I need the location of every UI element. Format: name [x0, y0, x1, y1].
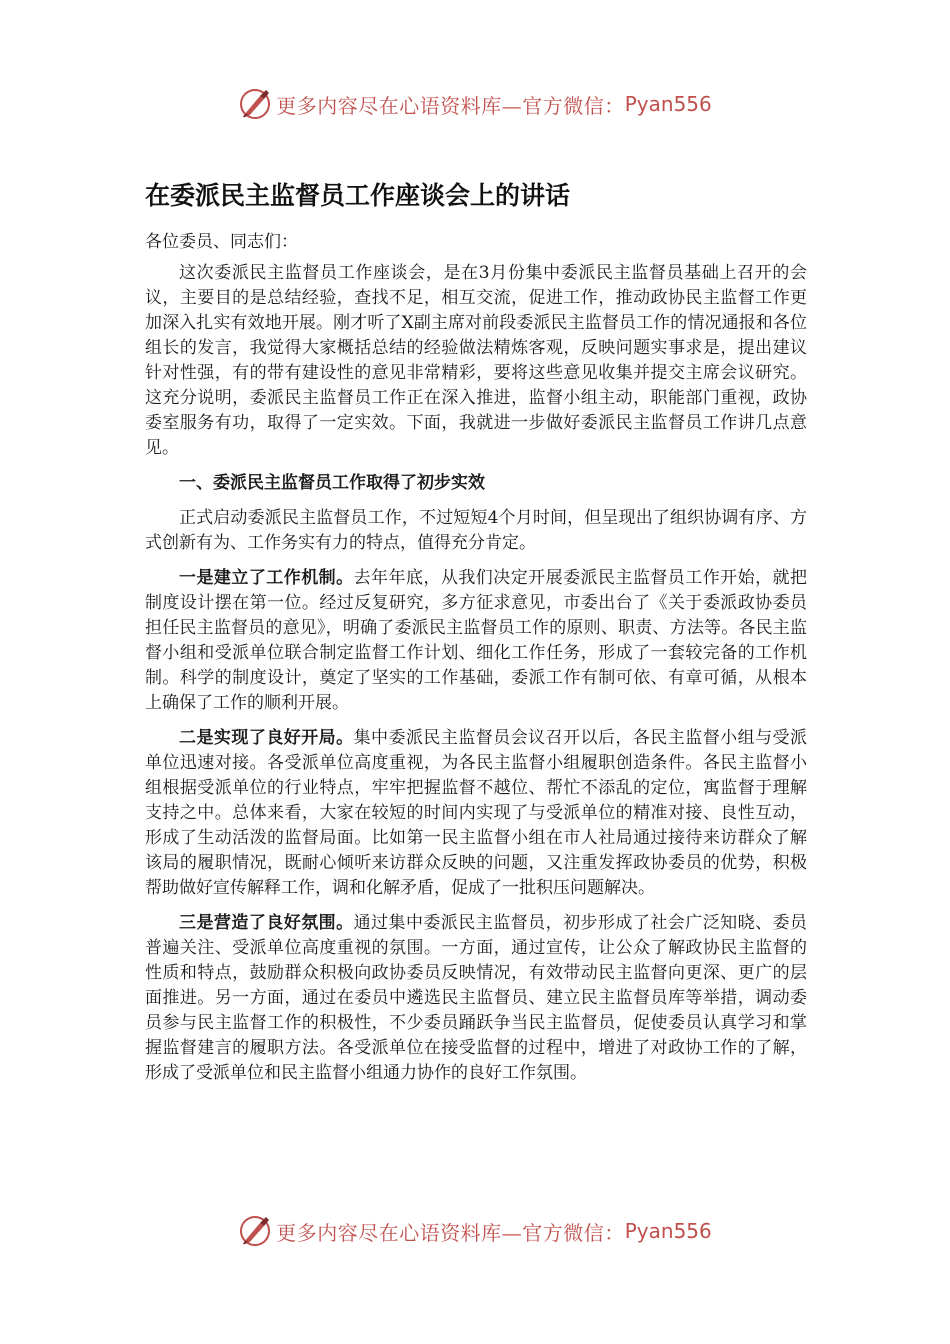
intro-paragraph: 这次委派民主监督员工作座谈会，是在3月份集中委派民主监督员基础上召开的会议，主要目的是总结经验，查找不足，相互交流，促进工作，推动政协民主监督工作更加深入扎实有效地开展。刚才听了X副主席对前段委派民主监督员工作的情况通报和各位组长的发言，我觉得大家概括总结的经验做法精炼客观，反映问题实事求是，提出建议针对性强，有的带有建设性的意见非常精彩，要将这些意见收集并提交主席会议研究。这充分说明，委派民主监督员工作正在深入推进，监督小组主动，职能部门重视，政协委室服务有功，取得了一定实效。下面，我就进一步做好委派民主监督员工作讲几点意见。	[145, 263, 807, 458]
section-intro-paragraph: 正式启动委派民主监督员工作，不过短短4个月时间，但呈现出了组织协调有序、方式创新有为、工作务实有力的特点，值得充分肯定。	[145, 508, 807, 553]
banner-text: 更多内容尽在心语资料库—官方微信：	[276, 1220, 625, 1245]
footer-banner	[0, 1211, 950, 1251]
salutation: 各位委员、同志们：	[145, 232, 298, 252]
banner-text: 更多内容尽在心语资料库—官方微信：	[276, 93, 625, 118]
point-body-2: 集中委派民主监督员会议召开以后，各民主监督小组与受派单位迅速对接。各受派单位高度重视，为各民主监督小组履职创造条件。各民主监督小组根据受派单位的行业特点，牢牢把握监督不越位、帮忙不添乱的定位，寓监督于理解支持之中。总体来看，大家在较短的时间内实现了与受派单位的精准对接、良性互动，形成了生动活泼的监督局面。比如第一民主监督小组在市人社局通过接待来访群众了解该局的履职情况，既耐心倾听来访群众反映的问题，又注重发挥政协委员的优势，积极帮助做好宣传解释工作，调和化解矛盾，促成了一批积压问题解决。	[145, 728, 808, 898]
point-paragraph-1	[145, 566, 807, 716]
point-lead-1: 一是建立了工作机制。	[179, 568, 354, 588]
brush-logo-icon	[238, 87, 272, 121]
document-title: 在委派民主监督员工作座谈会上的讲话	[145, 181, 571, 210]
header-banner	[0, 84, 950, 124]
point-body-3: 通过集中委派民主监督员，初步形成了社会广泛知晓、委员普遍关注、受派单位高度重视的氛围。一方面，通过宣传，让公众了解政协民主监督的性质和特点，鼓励群众积极向政协委员反映情况，有效带动民主监督向更深、更广的层面推进。另一方面，通过在委员中遴选民主监督员、建立民主监督员库等举措，调动委员参与民主监督工作的积极性，不少委员踊跃争当民主监督员，促使委员认真学习和掌握监督建言的履职方法。各受派单位在接受监督的过程中，增进了对政协工作的了解，形成了受派单位和民主监督小组通力协作的良好工作氛围。	[145, 913, 808, 1083]
point-body-1: 去年年底，从我们决定开展委派民主监督员工作开始，就把制度设计摆在第一位。经过反复研究，多方征求意见，市委出台了《关于委派政协委员担任民主监督员的意见》，明确了委派民主监督员工作的原则、职责、方法等。各民主监督小组和受派单位联合制定监督工作计划、细化工作任务，形成了一套较完备的工作机制。科学的制度设计，奠定了坚实的工作基础，委派工作有制可依、有章可循，从根本上确保了工作的顺利开展。	[145, 568, 808, 713]
banner-wechat-id: Pyan556	[624, 1219, 712, 1243]
banner-wechat-id: Pyan556	[624, 92, 712, 116]
point-lead-3: 三是营造了良好氛围。	[179, 913, 354, 933]
document-body	[145, 230, 807, 1096]
point-paragraph-3	[145, 911, 807, 1086]
brush-logo-icon	[238, 1214, 272, 1248]
point-paragraph-2	[145, 726, 807, 901]
section-heading-1: 一、委派民主监督员工作取得了初步实效	[179, 473, 485, 493]
point-lead-2: 二是实现了良好开局。	[179, 728, 354, 748]
